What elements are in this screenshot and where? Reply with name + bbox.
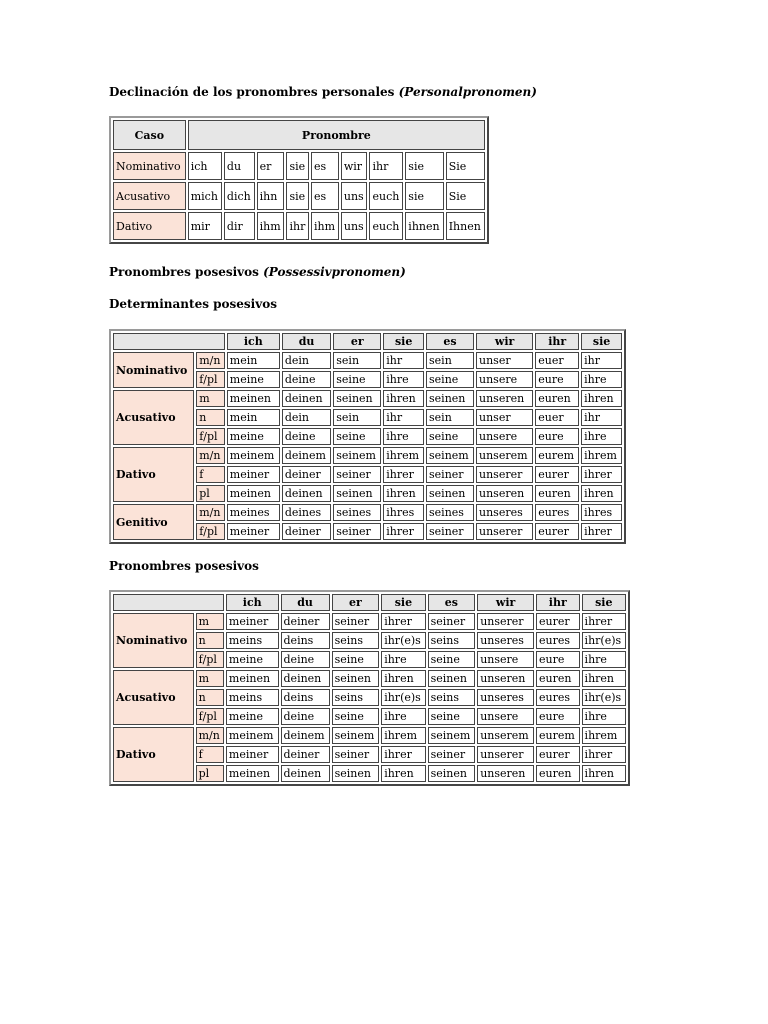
possessive-cell: ihrer xyxy=(381,613,425,630)
header-person: es xyxy=(428,594,476,611)
gender-label: m xyxy=(196,390,225,407)
possessive-cell: ihres xyxy=(383,504,424,521)
gender-label: n xyxy=(196,409,225,426)
possessive-cell: ihrem xyxy=(381,727,425,744)
possessive-cell: ihre xyxy=(581,428,622,445)
possessive-cell: meine xyxy=(227,371,280,388)
pronoun-cell: ihm xyxy=(257,212,285,240)
gender-label: f/pl xyxy=(196,708,224,725)
possessive-cell: ihren xyxy=(383,390,424,407)
possessive-cell: seinem xyxy=(428,727,476,744)
possessive-cell: ihren xyxy=(581,485,622,502)
possessive-cell: seine xyxy=(333,428,381,445)
case-label: Dativo xyxy=(113,447,194,502)
table-row xyxy=(113,613,626,630)
possessive-cell: deinem xyxy=(281,727,330,744)
pronoun-cell: mir xyxy=(188,212,222,240)
possessive-cell: deiner xyxy=(281,613,330,630)
possessive-cell: seine xyxy=(426,428,474,445)
possessive-cell: eurer xyxy=(536,746,580,763)
possessive-cell: ihren xyxy=(582,765,626,782)
possessive-cell: seines xyxy=(333,504,381,521)
header-person: wir xyxy=(477,594,534,611)
header-blank xyxy=(113,333,225,350)
header-person: du xyxy=(282,333,331,350)
possessive-cell: meinem xyxy=(227,447,280,464)
possessive-cell: ihr xyxy=(581,352,622,369)
case-label: Nominativo xyxy=(113,613,194,668)
possessive-cell: seine xyxy=(332,708,380,725)
heading-possessive-pronouns-2: Pronombres posesivos xyxy=(109,559,259,573)
pronoun-cell: ich xyxy=(188,152,222,180)
header-person: wir xyxy=(476,333,533,350)
possessive-cell: seine xyxy=(428,708,476,725)
possessive-cell: ihrem xyxy=(581,447,622,464)
possessive-cell: meine xyxy=(227,428,280,445)
possessive-cell: eures xyxy=(536,689,580,706)
possessive-cell: ihr xyxy=(581,409,622,426)
possessive-cell: sein xyxy=(426,352,474,369)
possessive-cell: unseres xyxy=(476,504,533,521)
possessive-cell: deine xyxy=(281,708,330,725)
possessive-cell: deinen xyxy=(282,485,331,502)
possessive-cell: eure xyxy=(535,428,579,445)
possessive-cell: seinen xyxy=(428,670,476,687)
possessive-cell: deine xyxy=(282,428,331,445)
possessive-cell: unserer xyxy=(476,466,533,483)
possessive-cell: unserer xyxy=(476,523,533,540)
gender-label: f/pl xyxy=(196,428,225,445)
possessive-cell: ihre xyxy=(582,708,626,725)
header-person: ich xyxy=(227,333,280,350)
pronoun-cell: es xyxy=(311,182,339,210)
possessive-cell: unsere xyxy=(477,651,534,668)
pronoun-cell: ihr xyxy=(369,152,403,180)
case-label: Genitivo xyxy=(113,504,194,540)
possessive-cell: ihrer xyxy=(582,746,626,763)
possessive-cell: eurem xyxy=(535,447,579,464)
possessive-cell: eurem xyxy=(536,727,580,744)
gender-label: f/pl xyxy=(196,523,225,540)
possessive-cell: unser xyxy=(476,352,533,369)
possessive-cell: meiner xyxy=(227,466,280,483)
possessive-cell: seinen xyxy=(332,670,380,687)
pronoun-cell: es xyxy=(311,152,339,180)
possessive-cell: meinen xyxy=(226,765,279,782)
pronoun-cell: sie xyxy=(286,152,309,180)
possessive-cell: ihrer xyxy=(383,466,424,483)
header-row xyxy=(113,594,626,611)
possessive-cell: ihrer xyxy=(383,523,424,540)
gender-label: f xyxy=(196,746,224,763)
possessive-cell: meinen xyxy=(226,670,279,687)
possessive-cell: ihr xyxy=(383,409,424,426)
table-row xyxy=(113,447,622,464)
possessive-cell: deiner xyxy=(282,523,331,540)
possessive-cell: dein xyxy=(282,409,331,426)
possessive-determiners-table xyxy=(109,329,626,544)
possessive-cell: meinen xyxy=(227,390,280,407)
header-blank xyxy=(113,594,224,611)
possessive-cell: deins xyxy=(281,632,330,649)
possessive-cell: ihren xyxy=(383,485,424,502)
possessive-cell: eure xyxy=(536,708,580,725)
possessive-cell: ihr(e)s xyxy=(381,689,425,706)
gender-label: m/n xyxy=(196,727,224,744)
gender-label: n xyxy=(196,689,224,706)
possessive-cell: ihrem xyxy=(383,447,424,464)
possessive-cell: seiner xyxy=(428,613,476,630)
possessive-cell: unser xyxy=(476,409,533,426)
table-row xyxy=(113,504,622,521)
pronoun-cell: ihm xyxy=(311,212,339,240)
case-label: Nominativo xyxy=(113,152,186,180)
possessive-cell: seiner xyxy=(426,523,474,540)
header-person: du xyxy=(281,594,330,611)
pronoun-cell: uns xyxy=(341,212,368,240)
header-person: er xyxy=(332,594,380,611)
pronoun-cell: du xyxy=(224,152,255,180)
possessive-cell: ihre xyxy=(381,708,425,725)
possessive-cell: unsere xyxy=(476,371,533,388)
table-row xyxy=(113,212,485,240)
gender-label: m/n xyxy=(196,352,225,369)
possessive-cell: deiner xyxy=(282,466,331,483)
possessive-cell: meinem xyxy=(226,727,279,744)
possessive-cell: euren xyxy=(536,765,580,782)
gender-label: m/n xyxy=(196,447,225,464)
possessive-cell: unserer xyxy=(477,746,534,763)
possessive-cell: seinen xyxy=(332,765,380,782)
header-person: ich xyxy=(226,594,279,611)
possessive-cell: euren xyxy=(535,485,579,502)
table-row xyxy=(113,152,485,180)
possessive-cell: meines xyxy=(227,504,280,521)
pronoun-cell: Sie xyxy=(446,182,485,210)
table-row xyxy=(113,727,626,744)
possessive-cell: deines xyxy=(282,504,331,521)
gender-label: pl xyxy=(196,485,225,502)
possessive-cell: unseren xyxy=(477,765,534,782)
possessive-cell: seinem xyxy=(426,447,474,464)
gender-label: f/pl xyxy=(196,651,224,668)
possessive-cell: sein xyxy=(333,409,381,426)
gender-label: f xyxy=(196,466,225,483)
pronoun-cell: sie xyxy=(286,182,309,210)
possessive-cell: seiner xyxy=(333,466,381,483)
possessive-cell: ihr(e)s xyxy=(381,632,425,649)
possessive-cell: unsere xyxy=(476,428,533,445)
possessive-cell: seins xyxy=(428,632,476,649)
possessive-cell: euer xyxy=(535,352,579,369)
case-label: Dativo xyxy=(113,727,194,782)
possessive-cell: ihrer xyxy=(582,613,626,630)
possessive-cell: eurer xyxy=(535,523,579,540)
possessive-cell: ihre xyxy=(383,428,424,445)
possessive-cell: ihren xyxy=(381,670,425,687)
possessive-cell: ihre xyxy=(581,371,622,388)
possessive-cell: ihres xyxy=(581,504,622,521)
possessive-cell: unsere xyxy=(477,708,534,725)
header-person: sie xyxy=(381,594,425,611)
possessive-cell: meiner xyxy=(227,523,280,540)
pronoun-cell: uns xyxy=(341,182,368,210)
possessive-cell: deinen xyxy=(281,670,330,687)
possessive-cell: ihren xyxy=(582,670,626,687)
possessive-cell: seinen xyxy=(428,765,476,782)
possessive-cell: ihre xyxy=(381,651,425,668)
possessive-cell: eurer xyxy=(536,613,580,630)
possessive-cell: ihr xyxy=(383,352,424,369)
possessive-cell: seiner xyxy=(332,613,380,630)
possessive-cell: meiner xyxy=(226,613,279,630)
possessive-cell: deine xyxy=(282,371,331,388)
case-label: Acusativo xyxy=(113,182,186,210)
pronoun-cell: er xyxy=(257,152,285,180)
case-label: Nominativo xyxy=(113,352,194,388)
pronoun-cell: wir xyxy=(341,152,368,180)
possessive-cell: unserem xyxy=(477,727,534,744)
possessive-cell: deine xyxy=(281,651,330,668)
possessive-cell: eures xyxy=(536,632,580,649)
gender-label: m xyxy=(196,613,224,630)
possessive-cell: sein xyxy=(333,352,381,369)
possessive-cell: ihrer xyxy=(381,746,425,763)
header-person: er xyxy=(333,333,381,350)
possessive-cell: euren xyxy=(536,670,580,687)
header-person: sie xyxy=(581,333,622,350)
possessive-cell: ihrem xyxy=(582,727,626,744)
pronoun-cell: ihr xyxy=(286,212,309,240)
pronoun-cell: dich xyxy=(224,182,255,210)
pronoun-cell: Ihnen xyxy=(446,212,485,240)
possessive-cell: unseres xyxy=(477,689,534,706)
heading-possessive-determiners: Determinantes posesivos xyxy=(109,297,277,311)
possessive-cell: seinen xyxy=(426,485,474,502)
possessive-cell: deiner xyxy=(281,746,330,763)
case-label: Acusativo xyxy=(113,390,194,445)
possessive-cell: mein xyxy=(227,409,280,426)
possessive-cell: seinen xyxy=(426,390,474,407)
table-row xyxy=(113,182,485,210)
pronoun-cell: sie xyxy=(405,152,443,180)
possessive-cell: ihre xyxy=(582,651,626,668)
possessive-cell: seine xyxy=(426,371,474,388)
header-person: sie xyxy=(582,594,626,611)
possessive-cell: meine xyxy=(226,708,279,725)
possessive-cell: eurer xyxy=(535,466,579,483)
possessive-cell: seine xyxy=(333,371,381,388)
possessive-cell: ihren xyxy=(581,390,622,407)
possessive-cell: deins xyxy=(281,689,330,706)
possessive-cell: ihren xyxy=(381,765,425,782)
possessive-cell: meinen xyxy=(227,485,280,502)
header-person: sie xyxy=(383,333,424,350)
possessive-cell: meiner xyxy=(226,746,279,763)
possessive-cell: ihr(e)s xyxy=(582,632,626,649)
possessive-cell: euer xyxy=(535,409,579,426)
pronoun-cell: euch xyxy=(369,182,403,210)
header-pronombre: Pronombre xyxy=(188,120,485,150)
possessive-cell: sein xyxy=(426,409,474,426)
possessive-cell: seiner xyxy=(333,523,381,540)
case-label: Acusativo xyxy=(113,670,194,725)
possessive-cell: deinem xyxy=(282,447,331,464)
pronoun-cell: euch xyxy=(369,212,403,240)
table-row xyxy=(113,670,626,687)
header-person: ihr xyxy=(536,594,580,611)
possessive-cell: eure xyxy=(535,371,579,388)
possessive-cell: seiner xyxy=(332,746,380,763)
possessive-cell: seines xyxy=(426,504,474,521)
possessive-cell: ihr(e)s xyxy=(582,689,626,706)
possessive-cell: seine xyxy=(332,651,380,668)
gender-label: pl xyxy=(196,765,224,782)
possessive-cell: seine xyxy=(428,651,476,668)
gender-label: m/n xyxy=(196,504,225,521)
possessive-cell: unseres xyxy=(477,632,534,649)
possessive-cell: dein xyxy=(282,352,331,369)
header-person: ihr xyxy=(535,333,579,350)
possessive-cell: seinen xyxy=(333,390,381,407)
possessive-cell: seinem xyxy=(333,447,381,464)
possessive-cell: ihre xyxy=(383,371,424,388)
possessive-cell: mein xyxy=(227,352,280,369)
gender-label: f/pl xyxy=(196,371,225,388)
gender-label: n xyxy=(196,632,224,649)
gender-label: m xyxy=(196,670,224,687)
possessive-cell: ihrer xyxy=(581,466,622,483)
pronoun-cell: ihnen xyxy=(405,212,443,240)
pronoun-cell: sie xyxy=(405,182,443,210)
pronoun-cell: mich xyxy=(188,182,222,210)
heading-personal-pronouns: Declinación de los pronombres personales (Personalpronomen) xyxy=(109,85,537,99)
possessive-cell: unserem xyxy=(476,447,533,464)
pronoun-cell: ihn xyxy=(257,182,285,210)
pronoun-cell: dir xyxy=(224,212,255,240)
table-row xyxy=(113,352,622,369)
possessive-cell: ihrer xyxy=(581,523,622,540)
possessive-cell: meine xyxy=(226,651,279,668)
header-caso: Caso xyxy=(113,120,186,150)
personal-pronouns-table xyxy=(109,116,489,244)
possessive-cell: seins xyxy=(332,689,380,706)
heading-possessive-pronouns: Pronombres posesivos (Possessivpronomen) xyxy=(109,265,406,279)
pronoun-cell: Sie xyxy=(446,152,485,180)
possessive-cell: meins xyxy=(226,689,279,706)
possessive-cell: unserer xyxy=(477,613,534,630)
possessive-cell: seinem xyxy=(332,727,380,744)
possessive-pronouns-table xyxy=(109,590,630,786)
possessive-cell: unseren xyxy=(477,670,534,687)
possessive-cell: seiner xyxy=(428,746,476,763)
case-label: Dativo xyxy=(113,212,186,240)
possessive-cell: seins xyxy=(428,689,476,706)
possessive-cell: seiner xyxy=(426,466,474,483)
possessive-cell: deinen xyxy=(282,390,331,407)
possessive-cell: unseren xyxy=(476,485,533,502)
header-row xyxy=(113,120,485,150)
possessive-cell: deinen xyxy=(281,765,330,782)
header-person: es xyxy=(426,333,474,350)
header-row xyxy=(113,333,622,350)
possessive-cell: meins xyxy=(226,632,279,649)
possessive-cell: eures xyxy=(535,504,579,521)
possessive-cell: eure xyxy=(536,651,580,668)
possessive-cell: seins xyxy=(332,632,380,649)
table-row xyxy=(113,390,622,407)
possessive-cell: euren xyxy=(535,390,579,407)
possessive-cell: seinen xyxy=(333,485,381,502)
possessive-cell: unseren xyxy=(476,390,533,407)
